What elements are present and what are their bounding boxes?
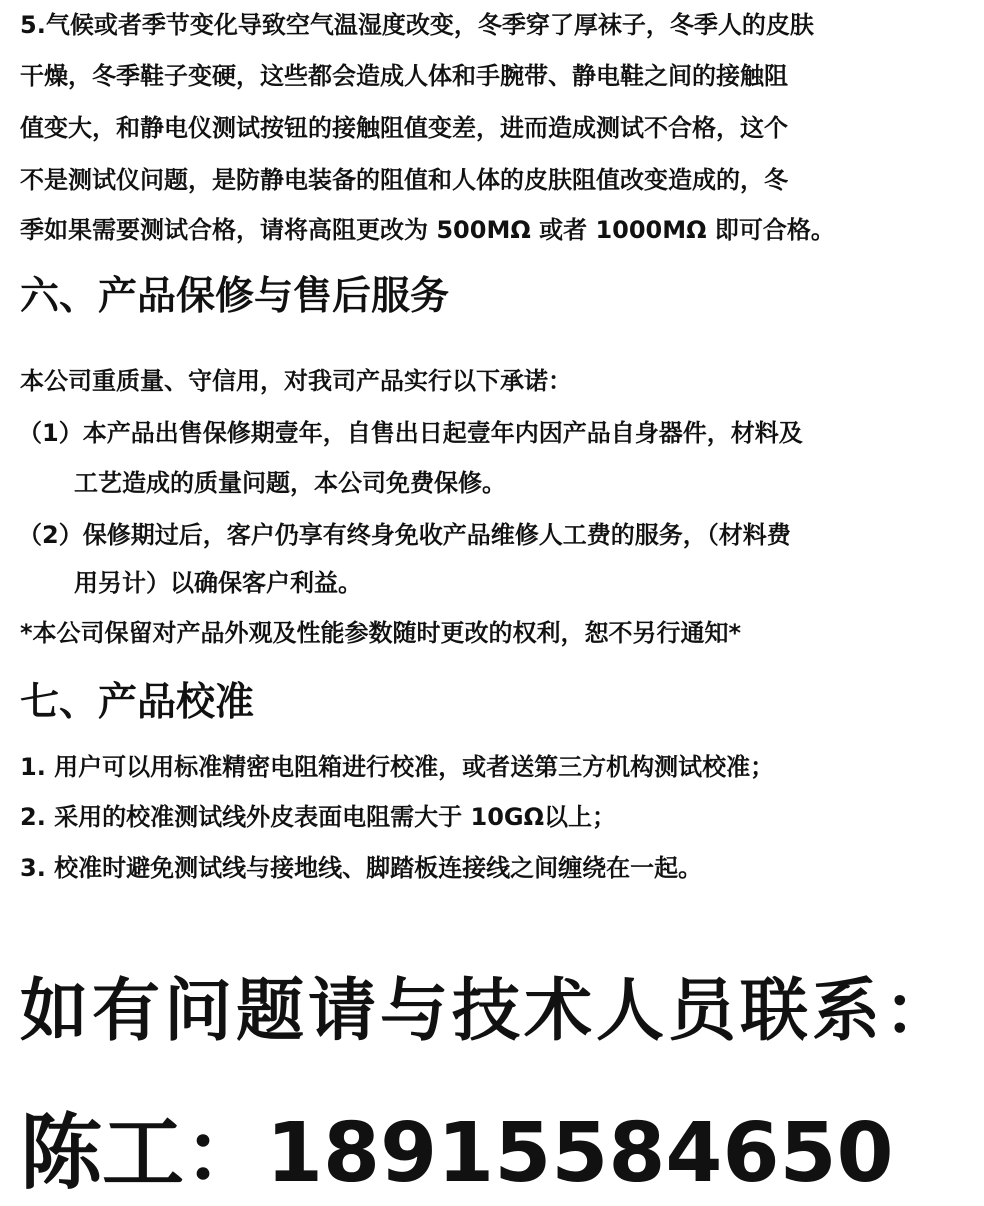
warranty-item-2-cont: 用另计）以确保客户利益。 xyxy=(74,569,362,597)
warranty-item-1: （1）本产品出售保修期壹年，自售出日起壹年内因产品自身器件，材料及 xyxy=(18,419,803,447)
contact-prompt: 如有问题请与技术人员联系： xyxy=(20,972,957,1051)
text-line: 5.气候或者季节变化导致空气温湿度改变，冬季穿了厚袜子，冬季人的皮肤 xyxy=(20,11,814,39)
calibration-heading: 七、产品校准 xyxy=(20,680,255,725)
warranty-intro: 本公司重质量、守信用，对我司产品实行以下承诺： xyxy=(20,367,572,395)
warranty-item-2: （2）保修期过后，客户仍享有终身免收产品维修人工费的服务，（材料费 xyxy=(18,521,791,549)
calibration-item: 2. 采用的校准测试线外皮表面电阻需大于 10GΩ以上； xyxy=(20,803,617,831)
text-line: 季如果需要测试合格，请将高阻更改为 500MΩ 或者 1000MΩ 即可合格。 xyxy=(20,216,835,244)
warranty-heading: 六、产品保修与售后服务 xyxy=(20,274,450,319)
text-line: 干燥，冬季鞋子变硬，这些都会造成人体和手腕带、静电鞋之间的接触阻 xyxy=(20,62,788,90)
warranty-item-1-cont: 工艺造成的质量问题，本公司免费保修。 xyxy=(74,469,506,497)
warranty-note: *本公司保留对产品外观及性能参数随时更改的权利，恕不另行通知* xyxy=(20,619,742,647)
calibration-item: 1. 用户可以用标准精密电阻箱进行校准，或者送第三方机构测试校准； xyxy=(20,753,775,781)
contact-person: 陈工：18915584650 xyxy=(20,1106,894,1201)
calibration-item: 3. 校准时避免测试线与接地线、脚踏板连接线之间缠绕在一起。 xyxy=(20,854,703,882)
text-line: 不是测试仪问题，是防静电装备的阻值和人体的皮肤阻值改变造成的，冬 xyxy=(20,166,788,194)
text-line: 值变大，和静电仪测试按钮的接触阻值变差，进而造成测试不合格，这个 xyxy=(20,114,788,142)
